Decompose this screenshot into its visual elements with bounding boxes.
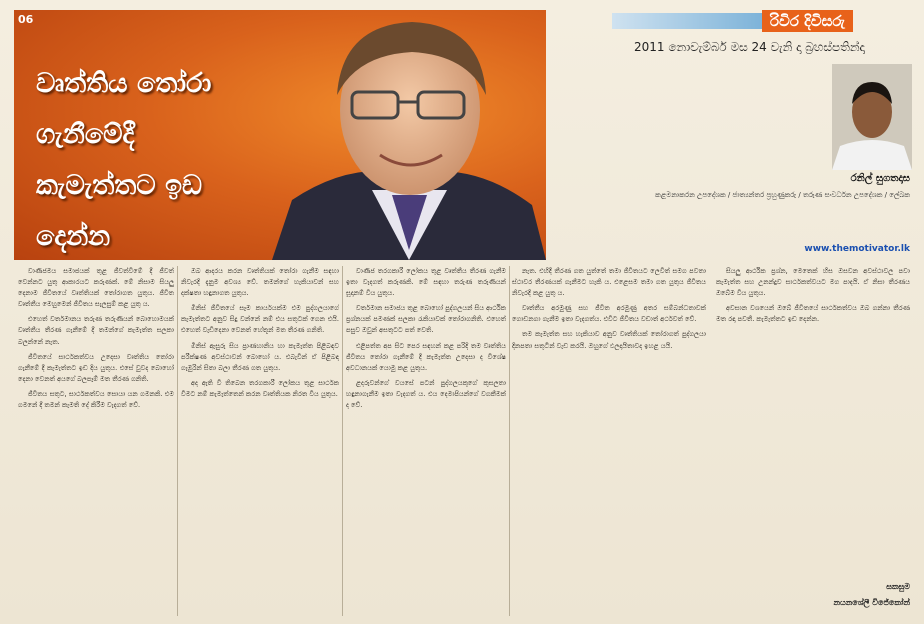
page-number: 06: [18, 13, 34, 26]
masthead-logo: රිවිර දිවිසරු: [762, 10, 853, 32]
author-name: රනිල් සුගතදාස: [850, 173, 910, 184]
paragraph: එහෙත් වර්තමානය තරුණ තරුණියන් බොහොමයක් වෘත්තීය තීරණ ගැනීමේ දී තමන්ගේ කැමැත්ත සලකා බලන්නේ නැත.: [18, 315, 174, 346]
paragraph: එළිපත්ත අප සිට පෙර සඳහන් කළ පරිදි තම වෘත්තිය ජීවිතය තෝරා ගැනීමේ දී කැමැත්ත උදෙසා ද විශේෂ අවධානයක් යොමු කළ යුතුය.: [346, 341, 506, 372]
paragraph: වර්තමාන සමාජය තුළ බොහෝ පුද්ගලයන් සිය ආර්ථික ප්‍රශ්නයක් පමණක් සලකා රැකියාවක් තෝරාගනිති. එහෙත් පසුව ඔවුන් අසතුටට පත් වෙති.: [346, 304, 506, 335]
article-column-3: [346, 266, 506, 616]
paragraph: අවසාන වශයෙන් ඔබේ ජීවිතයේ සාර්ථකත්වය ඔබ ගන්නා තීරණ මත රඳා පවතී. කැමැත්තට ඉඩ දෙන්න.: [716, 304, 910, 324]
article-column-1: [18, 266, 174, 616]
paragraph: ජීවිතය සතුට, සාර්ථකත්වය සොයා යන ගමනකි. එම ගමනේ දී තමන් කැමති දේ කිරීම වැදගත් වේ.: [18, 389, 174, 410]
signoff-role: සකසුම: [886, 582, 910, 591]
paragraph: ළදරුවන්ගේ වයසේ පටන් පුද්ගලයකුගේ කුසලතා හඳුනාගැනීම ඉතා වැදගත් ය. එය දෙමාපියන්ගේ වගකීමක් ද වේ.: [346, 378, 506, 410]
dateline: 2011 නොවැම්බර් මස 24 වැනි දා බ්‍රහස්පතින්දා: [634, 40, 865, 54]
paragraph: වෘත්තීය අරමුණු සහ ජීවිත අරමුණු අතර සම්බන්ධතාවක් ගොඩනගා ගැනීම ඉතා වැදගත්ය. එවිට ජීවිතය වඩාත් අර්ථවත් වේ.: [512, 304, 706, 324]
paragraph: වාණිජමය සමාජයක් තුළ ජීවත්වීමේ දී ජීවත් වෙන්නට යුතු ආකාරයට කරුණක්. මේ නිසාම සියලු දෙනාම ජීවිතයේ වෘත්තියක් තෝරාගත යුතුය. ජීවිත වෘත්තීය මෙහුමෙන් ජීවිතය සැලසුම් කළ යුතු ය.: [18, 267, 174, 309]
portrait-photo: [272, 10, 546, 260]
article-column-4: [512, 266, 910, 566]
author-website-link[interactable]: www.themotivator.lk: [804, 244, 910, 254]
article-column-2: [181, 266, 339, 616]
masthead: [612, 10, 916, 32]
signoff-name: නයනශේලී විජේකෝන්: [833, 598, 910, 607]
paragraph: මිනිස් ඇසුරු සිය ප්‍රාණහානිය හා කැමැත්ත පිළිබඳව පරීක්ෂණ අවස්ථාවන් බොහෝ ය. එබැවින් ඒ පිළිබඳ ගැඹුරින් සිතා බලා තීරණ ගත යුතුය.: [181, 341, 339, 372]
paragraph: නැත. එහිදී තීරණ ගත යුත්තේ තමා ජීවිතයට ලෙවිත් සමග පවතා ස්ථාවර තීරණයක් ගැනීමට හැකි ය. එළෙසම තමා ගත යුතුය ජීවිතය නිවැරදි කළ යුතු ය.: [512, 267, 706, 298]
author-role: කළමනාකරන උපදේශක / ජාත්‍යන්තර ප්‍රහුණුකරු / තරුණ සංවර්ධන උපදේශක / ලේඛක: [655, 191, 910, 199]
headline: වෘත්තිය තෝරා ගැනීමේදී කැමැත්තට ඉඩ දෙන්න: [36, 68, 212, 252]
paragraph: තම කැමැත්ත සහ හැකියාව අනුව වෘත්තියක් තෝරාගත් පුද්ගලයා දිනපතා සතුටින් වැඩ කරයි. ඔහුගේ ඵලදායිතාවද ඉහළ යයි.: [512, 330, 706, 350]
column-divider: [509, 266, 510, 616]
paragraph: ඔබ ආදරය කරන වෘත්තියක් තෝරා ගැනීම සඳහා නිවැරදි දැනුම අවශ්‍ය වේ. තමන්ගේ හැකියාවන් සහ දක්ෂතා හඳුනාගත යුතුය.: [181, 267, 339, 298]
paragraph: අද ඇති වී තිබෙන තරගකාරී ලෝකය තුළ සාර්ථක වීමට නම් කැමැත්තෙන් කරන වෘත්තියක නිරත විය යුතුය.: [181, 378, 339, 398]
column-divider: [177, 266, 178, 616]
paragraph: සියලු ආර්ථික ප්‍රශ්න, මෙතෙක් හිස ඔසවන අවස්ථාවල පවා කැමැත්ත සහ උනන්දුව සාර්ථකත්වයට මග පාදයි. ඒ නිසා තීරණය ඔබේම විය යුතුය.: [716, 267, 910, 298]
masthead-stripe: [612, 13, 762, 29]
column-divider: [342, 266, 343, 616]
paragraph: මිනිස් ජීවිතයේ සෑම කාර්යයක්ම එම පුද්ගලයාගේ කැමැත්තට අනුව සිදු වන්නේ නම් එය සතුටක් ගෙන එයි. එහෙත් වැඩිදෙනා වෙනත් හේතූන් මත තීරණ ගනිති.: [181, 304, 339, 335]
paragraph: වාණිජ තරගකාරී ලෝකය තුළ වෘත්තීය තීරණ ගැනීම ඉතා වැදගත් කරුණකි. මේ සඳහා තරුණ තරුණියන් සූදානම් විය යුතුය.: [346, 267, 506, 298]
hero-image: [14, 10, 546, 260]
author-website: [600, 244, 910, 254]
paragraph: ජීවිතයේ සාර්ථකත්වය උදෙසා වෘත්තිය තෝරා ගැනීමේ දී කැමැත්තට ඉඩ දිය යුතුය. එසේ වුවද බොහෝ දෙනා වෙනත් අයගේ බලපෑම් මත තීරණ ගනිති.: [18, 352, 174, 383]
author-photo: [832, 64, 912, 170]
